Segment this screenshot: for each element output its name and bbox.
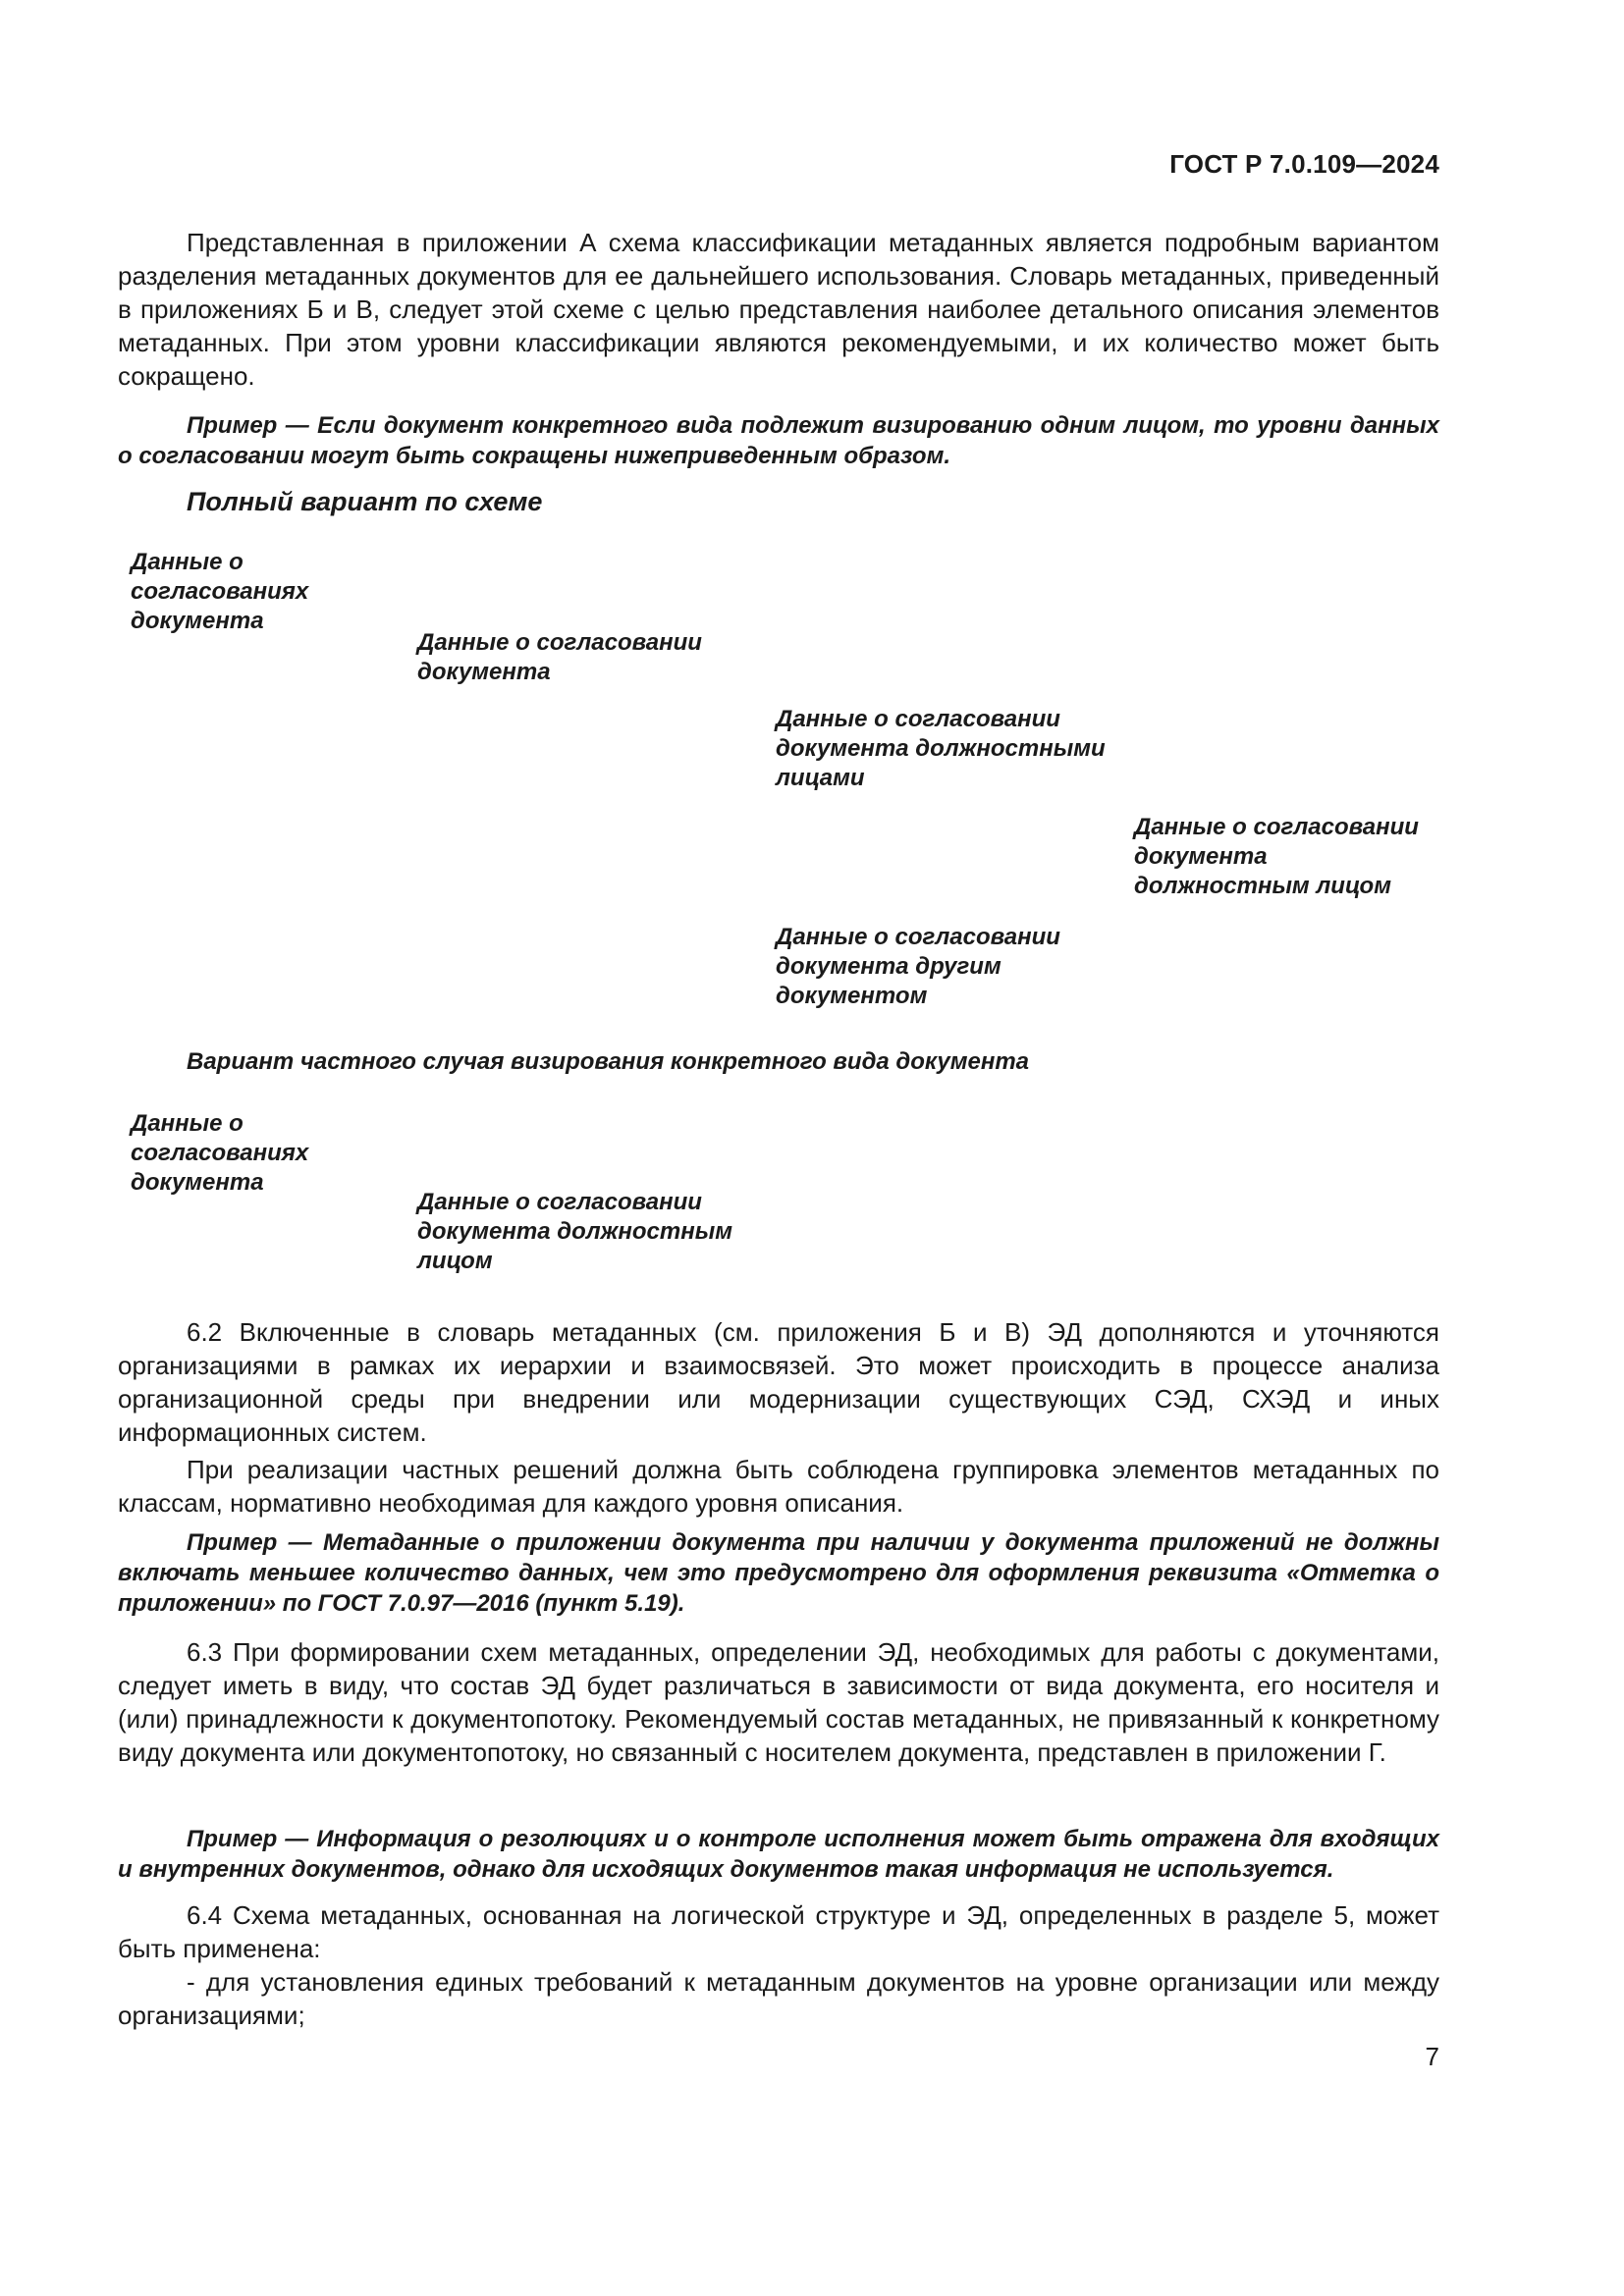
section-6-3-paragraph-1: 6.3 При формировании схем метаданных, определении ЭД, необходимых для работы с документами, следует иметь в виду, что состав ЭД будет различаться в зависимости от вида документа, его носителя и (или) принадлежности к документопотоку. Рекомендуемый состав метаданных, не привязанный к конкретному виду документа или документопотоку, но связанный с носителем документа, представлен в приложении Г.	[118, 1637, 1439, 1767]
intro-paragraph: Представленная в приложении А схема классификации метаданных является подробным вариантом разделения метаданных документов для ее дальнейшего использования. Словарь метаданных, приведенный в приложениях Б и В, следует этой схеме с целью представления наиболее детального описания элементов метаданных. При этом уровни классификации являются рекомендуемыми, и их количество может быть сокращено.	[118, 228, 1439, 391]
section-6-3	[118, 1635, 1439, 1769]
page-number: 7	[1425, 2042, 1439, 2071]
section-6-4	[118, 1898, 1439, 2032]
section-6-4-paragraph-1: 6.4 Схема метаданных, основанная на логической структуре и ЭД, определенных в разделе 5, может быть применена:	[118, 1900, 1439, 1963]
full-scheme-level4: Данные о согласовании документа должностным лицом	[1134, 814, 1419, 899]
example-text: — Метаданные о приложении документа при наличии у документа приложений не должны включать меньшее количество данных, чем это предусмотрено для оформления реквизита «Отметка о приложении» по ГОСТ 7.0.97—2016 (пункт 5.19).	[118, 1529, 1439, 1617]
full-scheme-level3a: Данные о согласовании документа должностными лицами	[776, 706, 1106, 791]
example-paragraph	[118, 1527, 1439, 1619]
section-6-2-paragraph-1: 6.2 Включенные в словарь метаданных (см. приложения Б и В) ЭД дополняются и уточняются организациями в рамках их иерархии и взаимосвязей. Это может происходить в процессе анализа организационной среды при внедрении или модернизации существующих СЭД, СХЭД и иных информационных систем.	[118, 1317, 1439, 1447]
example-label: Пример	[187, 1826, 278, 1852]
section-6-2-example	[118, 1527, 1439, 1619]
partial-scheme-level2: Данные о согласовании документа должностным лицом	[417, 1189, 732, 1274]
section-6-3-example	[118, 1824, 1439, 1885]
full-scheme-title: Полный вариант по схеме	[187, 487, 543, 516]
full-scheme-level2: Данные о согласовании документа	[417, 629, 702, 685]
example-label: Пример	[187, 412, 278, 439]
example-text: — Информация о резолюциях и о контроле исполнения может быть отражена для входящих и внутренних документов, однако для исходящих документов такая информация не используется.	[118, 1826, 1439, 1883]
section-6-4-bullet-1: - для установления единых требований к метаданным документов на уровне организации или между организациями;	[118, 1967, 1439, 2030]
partial-scheme-level1: Данные о согласованиях документа	[131, 1110, 309, 1196]
full-scheme-level3b: Данные о согласовании документа другим документом	[776, 924, 1060, 1009]
partial-scheme-title: Вариант частного случая визирования конкретного вида документа	[187, 1048, 1030, 1075]
example-text: — Если документ конкретного вида подлежит визированию одним лицом, то уровни данных о согласовании могут быть сокращены нижеприведенным образом.	[118, 412, 1439, 469]
example-paragraph	[118, 410, 1439, 471]
section-6-2-paragraph-2: При реализации частных решений должна быть соблюдена группировка элементов метаданных по классам, нормативно необходимая для каждого уровня описания.	[118, 1455, 1439, 1518]
full-scheme-level1: Данные о согласованиях документа	[131, 549, 309, 634]
intro-block	[118, 226, 1439, 393]
intro-example	[118, 410, 1439, 471]
section-6-2	[118, 1315, 1439, 1520]
document-header: ГОСТ Р 7.0.109—2024	[1169, 149, 1439, 179]
example-paragraph	[118, 1824, 1439, 1885]
example-label: Пример	[187, 1529, 278, 1556]
